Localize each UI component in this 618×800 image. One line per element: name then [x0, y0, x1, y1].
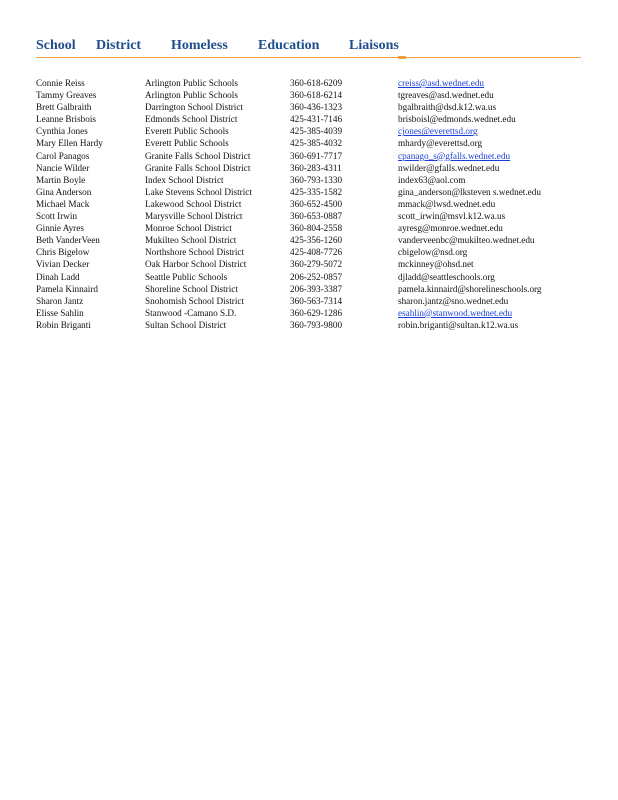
- liaison-name: Gina Anderson: [36, 186, 92, 197]
- district-name: Lakewood School District: [145, 198, 242, 209]
- email-address: bgalbraith@dsd.k12.wa.us: [398, 102, 497, 113]
- liaison-name: Michael Mack: [36, 198, 90, 209]
- email-link[interactable]: cpanago_s@gfalls.wednet.edu: [398, 150, 511, 161]
- underline-accent: [398, 56, 406, 59]
- district-name: Sultan School District: [145, 319, 227, 330]
- district-name: Granite Falls School District: [145, 150, 251, 161]
- liaison-name: Nancie Wilder: [36, 162, 90, 173]
- title-underline: [36, 57, 581, 58]
- email-address: pamela.kinnaird@shorelineschools.org: [398, 283, 542, 294]
- liaison-name: Pamela Kinnaird: [36, 283, 98, 294]
- district-name: Marysville School District: [145, 211, 243, 222]
- phone-number: 360-629-1286: [290, 307, 343, 318]
- district-name: Seattle Public Schools: [145, 271, 228, 282]
- email-link[interactable]: cjones@everettsd.org: [398, 126, 478, 137]
- phone-number: 425-335-1582: [290, 186, 343, 197]
- district-name: Mukilteo School District: [145, 235, 237, 246]
- phone-number: 425-356-1260: [290, 235, 343, 246]
- email-address: index63@aol.com: [398, 174, 466, 185]
- district-name: Arlington Public Schools: [145, 78, 238, 88]
- liaison-name: Robin Briganti: [36, 319, 91, 330]
- email-address: brisboisl@edmonds.wednet.edu: [398, 114, 516, 125]
- email-address: mckinney@ohsd.net: [398, 259, 474, 270]
- title-word-education: Education: [258, 38, 320, 53]
- email-address: djladd@seattleschools.org: [398, 271, 495, 282]
- title-word-district: District: [96, 38, 142, 53]
- email-address: tgreaves@asd.wednet.edu: [398, 90, 494, 101]
- email-address: nwilder@gfalls.wednet.edu: [398, 162, 500, 173]
- phone-number: 360-793-9800: [290, 319, 343, 330]
- phone-number: 360-436-1323: [290, 102, 343, 113]
- email-address: cbigelow@nsd.org: [398, 247, 468, 258]
- liaison-name: Elisse Sahlin: [36, 307, 84, 318]
- phone-number: 360-279-5072: [290, 259, 343, 270]
- phone-number: 425-385-4032: [290, 138, 343, 149]
- liaison-name: Tammy Greaves: [36, 90, 97, 101]
- liaison-name: Ginnie Ayres: [36, 223, 84, 234]
- liaison-name: Martin Boyle: [36, 174, 86, 185]
- phone-number: 360-283-4311: [290, 162, 342, 173]
- district-name: Lake Stevens School District: [145, 186, 252, 197]
- district-name: Arlington Public Schools: [145, 90, 238, 101]
- liaison-name: Cynthia Jones: [36, 126, 88, 137]
- liaison-name: Chris Bigelow: [36, 247, 90, 258]
- title-word-liaisons: Liaisons: [349, 38, 399, 53]
- liaison-name: Connie Reiss: [36, 78, 85, 88]
- phone-number: 425-431-7146: [290, 114, 343, 125]
- phone-number: 360-618-6209: [290, 78, 343, 88]
- phone-number: 360-618-6214: [290, 90, 343, 101]
- email-address: mmack@lwsd.wednet.edu: [398, 198, 496, 209]
- email-address: mhardy@everettsd.org: [398, 138, 483, 149]
- email-address: ayresg@monroe.wednet.edu: [398, 223, 503, 234]
- district-name: Northshore School District: [145, 247, 245, 258]
- district-name: Stanwood -Camano S.D.: [145, 307, 237, 318]
- liaison-name: Carol Panagos: [36, 150, 90, 161]
- phone-number: 360-652-4500: [290, 198, 343, 209]
- liaison-name: Dinah Ladd: [36, 271, 80, 282]
- phone-number: 425-408-7726: [290, 247, 343, 258]
- title-word-homeless: Homeless: [171, 38, 228, 53]
- phone-number: 360-563-7314: [290, 295, 343, 306]
- liaison-name: Sharon Jantz: [36, 295, 84, 306]
- liaison-name: Brett Galbraith: [36, 102, 92, 113]
- email-address: sharon.jantz@sno.wednet.edu: [398, 295, 509, 306]
- phone-number: 360-793-1330: [290, 174, 343, 185]
- liaison-name: Mary Ellen Hardy: [36, 138, 103, 149]
- district-name: Shoreline School District: [145, 283, 238, 294]
- email-address: robin.briganti@sultan.k12.wa.us: [398, 319, 519, 330]
- district-name: Edmonds School District: [145, 114, 238, 125]
- phone-number: 206-252-0857: [290, 271, 343, 282]
- district-name: Everett Public Schools: [145, 138, 229, 149]
- email-link[interactable]: creiss@asd.wednet.edu: [398, 78, 485, 88]
- email-address: gina_anderson@lksteven s.wednet.edu: [398, 186, 541, 197]
- liaison-name: Scott Irwin: [36, 211, 78, 222]
- district-name: Granite Falls School District: [145, 162, 251, 173]
- district-name: Oak Harbor School District: [145, 259, 247, 270]
- liaison-name: Leanne Brisbois: [36, 114, 96, 125]
- liaison-name: Vivian Decker: [36, 259, 90, 270]
- email-address: vanderveenbc@mukilteo.wednet.edu: [398, 235, 535, 246]
- liaison-name: Beth VanderVeen: [36, 235, 100, 246]
- district-name: Snohomish School District: [145, 295, 245, 306]
- phone-number: 360-653-0887: [290, 211, 343, 222]
- phone-number: 206-393-3387: [290, 283, 343, 294]
- email-address: scott_irwin@msvl.k12.wa.us: [398, 211, 506, 222]
- email-link[interactable]: esahlin@stanwood.wednet.edu: [398, 307, 513, 318]
- phone-number: 425-385-4039: [290, 126, 343, 137]
- title-word-school: School: [36, 38, 76, 53]
- phone-number: 360-804-2558: [290, 223, 343, 234]
- district-name: Darrington School District: [145, 102, 243, 113]
- district-name: Monroe School District: [145, 223, 232, 234]
- district-name: Everett Public Schools: [145, 126, 229, 137]
- district-name: Index School District: [145, 174, 224, 185]
- phone-number: 360-691-7717: [290, 150, 343, 161]
